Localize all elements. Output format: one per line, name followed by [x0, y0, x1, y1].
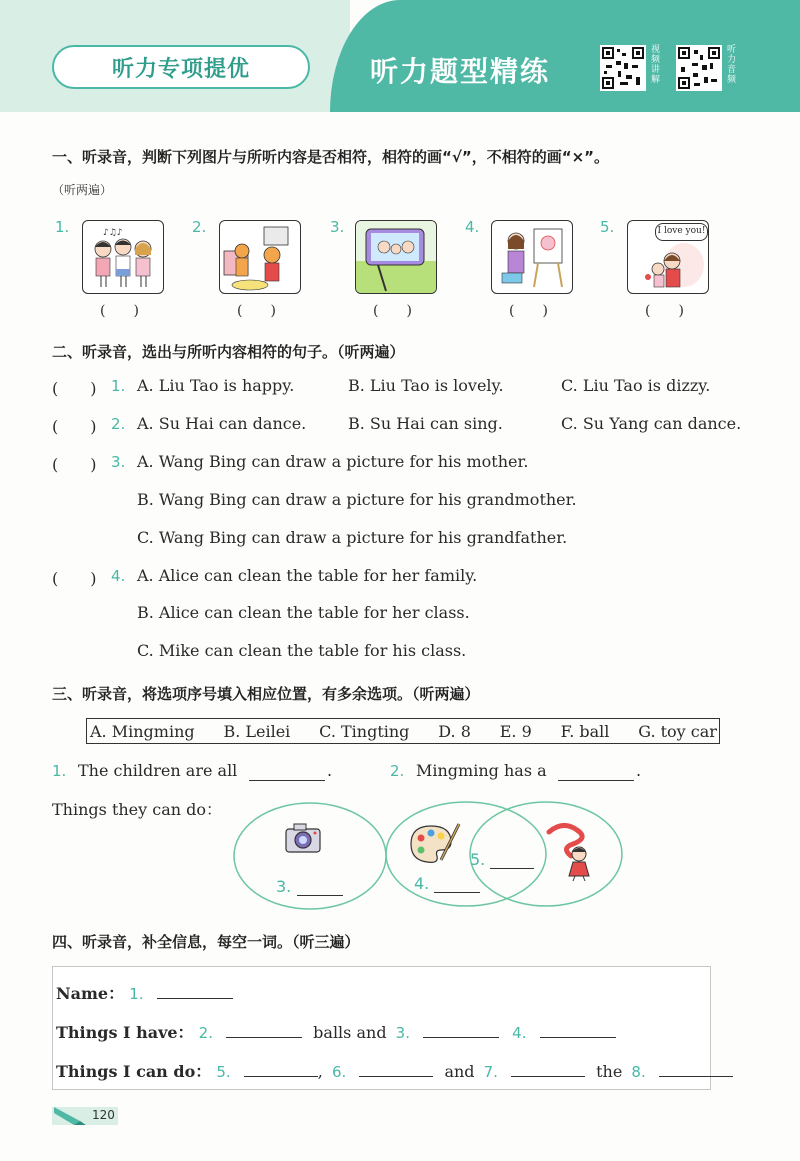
item-number: 2. [192, 218, 207, 236]
option: G. toy car [638, 721, 717, 741]
option-c: C. Su Yang can dance. [561, 414, 742, 433]
part3-instruction: 三、听录音，将选项序号填入相应位置，有多余选项。（听两遍） [52, 685, 480, 703]
things-label: Things they can do： [52, 800, 223, 819]
page-number: 120 [92, 1108, 115, 1122]
qr-label-video: 视频讲解 [651, 45, 661, 85]
paint-palette-icon [407, 820, 463, 868]
answer-blank[interactable] [359, 1062, 433, 1077]
svg-text:♪♫♪: ♪♫♪ [103, 228, 123, 238]
answer-blank[interactable] [423, 1023, 499, 1038]
do-row [56, 1059, 733, 1082]
blank-number: 3. [395, 1024, 410, 1042]
question-number: 2. [111, 415, 126, 433]
item-number: 5. [600, 218, 615, 236]
do-label: Things I can do： [56, 1062, 212, 1081]
answer-paren[interactable]: ( ) [237, 303, 276, 319]
answer-blank[interactable] [434, 874, 480, 893]
blank-number: 4. [414, 874, 430, 893]
answer-paren[interactable]: ( ) [52, 379, 97, 398]
blank-number: 1. [129, 985, 144, 1003]
camera-icon [284, 822, 322, 854]
answer-blank[interactable] [297, 877, 343, 896]
name-label: Name： [56, 984, 125, 1003]
badge-text: 听力专项提优 [111, 56, 250, 82]
the-text: the [596, 1062, 623, 1081]
option-b: B. Su Hai can sing. [348, 414, 503, 433]
blank-number: 4. [512, 1024, 527, 1042]
answer-blank[interactable] [511, 1062, 585, 1077]
question-text: The children are all [78, 761, 238, 780]
name-row [56, 981, 233, 1004]
answer-blank[interactable] [157, 984, 233, 999]
option-b: B. Liu Tao is lovely. [348, 376, 504, 395]
answer-blank[interactable] [659, 1062, 733, 1077]
family-selfie-picture [355, 220, 437, 294]
singing-children-picture [82, 220, 164, 294]
answer-blank[interactable] [249, 762, 325, 781]
option-a: A. Su Hai can dance. [137, 414, 307, 433]
blank-number: 8. [631, 1063, 646, 1081]
blank-number: 6. [331, 1063, 347, 1081]
section-badge [52, 45, 310, 89]
qr-code-audio[interactable] [676, 45, 722, 91]
qr-label-audio: 听力音频 [727, 45, 737, 85]
answer-paren[interactable]: ( ) [52, 455, 97, 474]
part2-instruction: 二、听录音，选出与所听内容相符的句子。（听两遍） [52, 343, 405, 361]
item-number: 3. [330, 218, 345, 236]
qr-code-icon [678, 47, 720, 89]
blank-number: 3. [276, 877, 292, 896]
question-number: 3. [111, 453, 126, 471]
item-number: 4. [465, 218, 480, 236]
answer-paren[interactable]: ( ) [645, 303, 684, 319]
option-c: C. Mike can clean the table for his class. [137, 641, 467, 660]
tigers-in-room-picture [219, 220, 301, 294]
and-text: and [444, 1062, 475, 1081]
option-a: A. Wang Bing can draw a picture for his mother. [137, 452, 529, 471]
question-number: 1. [52, 762, 67, 780]
comma: , [317, 1062, 323, 1081]
period: . [327, 761, 333, 780]
pencil-icon [52, 1105, 88, 1127]
blank-number: 2. [198, 1024, 213, 1042]
speech-bubble: I love you! [655, 223, 708, 241]
option: D. 8 [438, 721, 471, 741]
answer-paren[interactable]: ( ) [52, 417, 97, 436]
question-number: 4. [111, 567, 126, 585]
options-box [86, 718, 720, 744]
option: B. Leilei [223, 721, 291, 741]
option-c: C. Liu Tao is dizzy. [561, 376, 711, 395]
answer-blank[interactable] [226, 1023, 302, 1038]
answer-paren[interactable]: ( ) [100, 303, 139, 319]
part1-note: （听两遍） [52, 183, 113, 197]
option-a: A. Liu Tao is happy. [137, 376, 295, 395]
qr-code-video[interactable] [600, 45, 646, 91]
part1-instruction: 一、听录音，判断下列图片与所听内容是否相符，相符的画“√”，不相符的画“×”。 [52, 148, 610, 166]
answer-blank[interactable] [558, 762, 634, 781]
answer-blank[interactable] [490, 850, 534, 869]
have-label: Things I have： [56, 1023, 194, 1042]
blank-number: 7. [483, 1063, 498, 1081]
question-number: 2. [390, 762, 405, 780]
qr-code-icon [602, 47, 644, 89]
answer-blank[interactable] [244, 1062, 318, 1077]
answer-paren[interactable]: ( ) [52, 569, 97, 588]
question-text: Mingming has a [416, 761, 547, 780]
option: A. Mingming [90, 721, 195, 741]
option: E. 9 [499, 721, 532, 741]
have-row [56, 1020, 616, 1043]
balls-and-text: balls and [313, 1023, 387, 1042]
blank-number: 5. [216, 1063, 231, 1081]
option: F. ball [560, 721, 610, 741]
option-a: A. Alice can clean the table for her family. [137, 566, 478, 585]
option-c: C. Wang Bing can draw a picture for his grandfather. [137, 528, 568, 547]
item-number: 1. [55, 218, 70, 236]
option-b: B. Wang Bing can draw a picture for his grandmother. [137, 490, 577, 509]
blank-number: 5. [470, 850, 486, 869]
answer-paren[interactable]: ( ) [373, 303, 412, 319]
question-number: 1. [111, 377, 126, 395]
period: . [636, 761, 642, 780]
answer-blank[interactable] [540, 1023, 616, 1038]
girl-painting-picture [491, 220, 573, 294]
header-title: 听力题型精练 [370, 55, 551, 88]
option: C. Tingting [319, 721, 410, 741]
ribbon-dancer-icon [543, 818, 603, 882]
answer-paren[interactable]: ( ) [509, 303, 548, 319]
option-b: B. Alice can clean the table for her class. [137, 603, 470, 622]
part4-instruction: 四、听录音，补全信息，每空一词。（听三遍） [52, 933, 360, 951]
